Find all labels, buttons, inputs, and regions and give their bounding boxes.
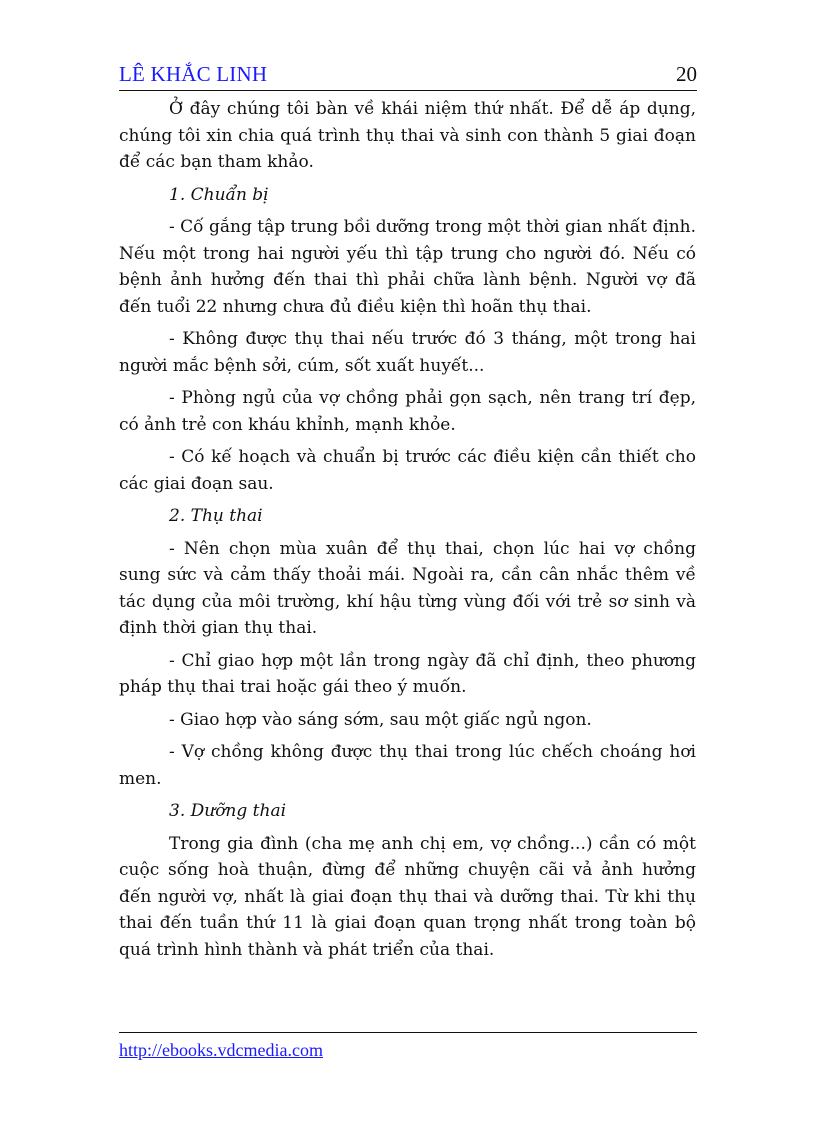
body-paragraph: - Cố gắng tập trung bồi dưỡng trong một thời gian nhất định. Nếu một trong hai người yếu thì tập trung cho người đó. Nếu có bệnh ảnh hưởng đến thai thì phải chữa lành bệnh. Người vợ đã đến tuổi 22 nhưng chưa đủ điều kiện thì hoãn thụ thai. [119,217,696,317]
body-paragraph: - Có kế hoạch và chuẩn bị trước các điều kiện cần thiết cho các giai đoạn sau. [119,447,696,494]
page-header [119,60,697,94]
header-divider [119,90,697,91]
book-author-title: LÊ KHẮC LINH [119,62,268,86]
page-number: 20 [676,62,697,86]
body-paragraph: Ở đây chúng tôi bàn về khái niệm thứ nhất. Để dễ áp dụng, chúng tôi xin chia quá trình thụ thai và sinh con thành 5 giai đoạn để các bạn tham khảo. [119,99,696,172]
body-paragraph: - Chỉ giao hợp một lần trong ngày đã chỉ định, theo phương pháp thụ thai trai hoặc gái theo ý muốn. [119,650,696,697]
footer-divider [119,1032,697,1033]
footer-website-link[interactable]: http://ebooks.vdcmedia.com [119,1040,323,1060]
body-paragraph: Trong gia đình (cha mẹ anh chị em, vợ chồng...) cần có một cuộc sống hoà thuận, đừng để những chuyện cãi vả ảnh hưởng đến người vợ, nhất là giai đoạn thụ thai và dưỡng thai. Từ khi thụ thai đến tuần thứ 11 là giai đoạn quan trọng nhất trong toàn bộ quá trình hình thành và phát triển của thai. [119,833,696,960]
section-heading: 1. Chuẩn bị [169,184,269,205]
body-paragraph: - Vợ chồng không được thụ thai trong lúc chếch choáng hơi men. [119,742,696,789]
body-paragraph: - Phòng ngủ của vợ chồng phải gọn sạch, nên trang trí đẹp, có ảnh trẻ con kháu khỉnh, mạnh khỏe. [119,388,696,435]
body-paragraph: - Giao hợp vào sáng sớm, sau một giấc ngủ ngon. [169,709,592,730]
section-heading: 2. Thụ thai [169,506,263,526]
body-paragraph: - Nên chọn mùa xuân để thụ thai, chọn lúc hai vợ chồng sung sức và cảm thấy thoải mái. Ngoài ra, cần cân nhắc thêm về tác dụng của môi trường, khí hậu từng vùng đối với trẻ sơ sinh và định thời gian thụ thai. [119,538,696,638]
section-heading: 3. Dưỡng thai [169,801,287,821]
page-body [119,96,696,969]
body-paragraph: - Không được thụ thai nếu trước đó 3 tháng, một trong hai người mắc bệnh sởi, cúm, sốt xuất huyết... [119,329,696,376]
